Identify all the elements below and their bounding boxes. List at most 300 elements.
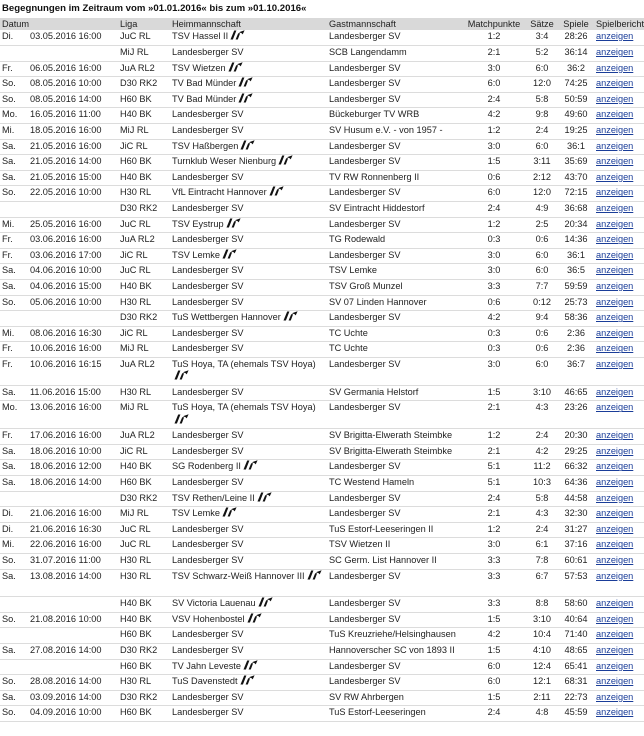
spielbericht-link[interactable]: anzeigen <box>596 31 634 41</box>
cell-gastmannschaft: TC Uchte <box>327 342 462 358</box>
cell-gastmannschaft: SV Brigitta-Elwerath Steimbke <box>327 444 462 460</box>
cell-date: 31.07.2016 11:00 <box>28 553 118 569</box>
cell-date: 21.06.2016 16:30 <box>28 522 118 538</box>
home-team-name: TSV Hassel II <box>172 31 229 41</box>
cell-gastmannschaft: Bückeburger TV WRB <box>327 108 462 124</box>
live-ticker-icon[interactable] <box>230 30 245 40</box>
live-ticker-icon[interactable] <box>240 675 255 685</box>
cell-saetze: 2:4 <box>526 522 558 538</box>
cell-liga: MiJ RL <box>118 342 170 358</box>
cell-gastmannschaft: Landesberger SV <box>327 612 462 628</box>
home-team-name: Landesberger SV <box>172 234 244 245</box>
cell-liga: H30 RL <box>118 675 170 691</box>
live-ticker-icon[interactable] <box>222 507 237 517</box>
cell-spiele: 36:5 <box>558 264 594 280</box>
live-ticker-icon[interactable] <box>238 77 253 87</box>
spielbericht-link[interactable]: anzeigen <box>596 508 634 519</box>
cell-heimmannschaft <box>170 553 327 569</box>
home-team-name: TSV Schwarz-Weiß Hannover III <box>172 570 305 581</box>
home-team-name: TSV Eystrup <box>172 218 224 229</box>
cell-weekday: So. <box>0 295 28 311</box>
cell-saetze: 4:3 <box>526 507 558 523</box>
cell-spiele: 25:73 <box>558 295 594 311</box>
cell-gastmannschaft: Landesberger SV <box>327 357 462 385</box>
live-ticker-icon[interactable] <box>307 570 322 580</box>
spielbericht-link[interactable]: anzeigen <box>596 312 634 323</box>
cell-matchpunkte: 3:3 <box>462 597 526 613</box>
table-row <box>0 77 644 93</box>
cell-spiele: 31:27 <box>558 522 594 538</box>
cell-spielbericht <box>594 597 644 613</box>
cell-spiele: 57:53 <box>558 569 594 597</box>
cell-spielbericht <box>594 491 644 507</box>
spielbericht-link[interactable]: anzeigen <box>596 218 634 229</box>
cell-spielbericht <box>594 644 644 660</box>
cell-matchpunkte: 3:0 <box>462 139 526 155</box>
cell-matchpunkte: 2:4 <box>462 92 526 108</box>
cell-spiele: 36:1 <box>558 139 594 155</box>
cell-spiele: 59:59 <box>558 280 594 296</box>
cell-liga: H30 RL <box>118 385 170 401</box>
cell-heimmannschaft <box>170 644 327 660</box>
table-row <box>0 108 644 124</box>
cell-date: 21.05.2016 15:00 <box>28 170 118 186</box>
live-ticker-icon[interactable] <box>258 597 273 607</box>
cell-heimmannschaft <box>170 280 327 296</box>
cell-heimmannschaft <box>170 706 327 722</box>
cell-weekday: Sa. <box>0 690 28 706</box>
home-team-name: Landesberger SV <box>172 554 244 565</box>
cell-saetze: 3:10 <box>526 385 558 401</box>
cell-date: 08.05.2016 10:00 <box>28 77 118 93</box>
home-team-name: Landesberger SV <box>172 386 244 397</box>
home-team-name: TSV Rethen/Leine II <box>172 492 255 503</box>
cell-spielbericht <box>594 522 644 538</box>
cell-weekday: Fr. <box>0 248 28 264</box>
table-row <box>0 429 644 445</box>
cell-date: 03.06.2016 16:00 <box>28 233 118 249</box>
spielbericht-link[interactable]: anzeigen <box>596 476 634 487</box>
cell-gastmannschaft: TC Westend Hameln <box>327 475 462 491</box>
header-liga: Liga <box>118 18 170 30</box>
cell-spielbericht <box>594 202 644 218</box>
cell-spiele: 50:59 <box>558 92 594 108</box>
cell-gastmannschaft: Landesberger SV <box>327 77 462 93</box>
cell-spielbericht <box>594 569 644 597</box>
spielbericht-link[interactable]: anzeigen <box>596 140 634 151</box>
cell-date: 13.06.2016 16:00 <box>28 401 118 429</box>
cell-liga: JiC RL <box>118 444 170 460</box>
home-team-name: SG Rodenberg II <box>172 461 241 472</box>
cell-heimmannschaft <box>170 186 327 202</box>
spielbericht-link[interactable]: anzeigen <box>596 707 634 718</box>
cell-spiele: 46:65 <box>558 385 594 401</box>
cell-spielbericht <box>594 170 644 186</box>
table-row <box>0 217 644 233</box>
cell-saetze: 5:8 <box>526 92 558 108</box>
cell-heimmannschaft <box>170 597 327 613</box>
cell-gastmannschaft: Landesberger SV <box>327 569 462 597</box>
cell-matchpunkte: 3:3 <box>462 280 526 296</box>
table-row <box>0 675 644 691</box>
cell-liga: H60 BK <box>118 706 170 722</box>
cell-matchpunkte: 1:5 <box>462 644 526 660</box>
cell-date <box>28 491 118 507</box>
cell-saetze: 3:11 <box>526 155 558 171</box>
spielbericht-link[interactable]: anzeigen <box>596 539 634 550</box>
cell-saetze: 6:1 <box>526 538 558 554</box>
home-team-name: Landesberger SV <box>172 523 244 534</box>
live-ticker-icon[interactable] <box>257 492 272 502</box>
cell-weekday: Di. <box>0 507 28 523</box>
cell-date: 10.06.2016 16:15 <box>28 357 118 385</box>
spielbericht-link[interactable]: anzeigen <box>596 296 634 307</box>
live-ticker-icon[interactable] <box>243 660 258 670</box>
cell-heimmannschaft <box>170 460 327 476</box>
cell-saetze: 7:8 <box>526 553 558 569</box>
spielbericht-link[interactable]: anzeigen <box>596 358 634 369</box>
spielbericht-link[interactable]: anzeigen <box>596 461 634 472</box>
cell-spiele: 36:2 <box>558 61 594 77</box>
cell-date: 18.06.2016 14:00 <box>28 475 118 491</box>
cell-weekday <box>0 597 28 613</box>
cell-heimmannschaft <box>170 401 327 429</box>
spielbericht-link[interactable]: anzeigen <box>596 645 634 656</box>
spielbericht-link[interactable]: anzeigen <box>596 187 634 198</box>
cell-saetze: 6:0 <box>526 357 558 385</box>
spielbericht-link[interactable]: anzeigen <box>596 492 634 503</box>
cell-saetze: 2:11 <box>526 690 558 706</box>
home-team-name: Landesberger SV <box>172 171 244 182</box>
spielbericht-link[interactable]: anzeigen <box>596 445 634 456</box>
cell-saetze: 3:10 <box>526 612 558 628</box>
cell-gastmannschaft: SV Brigitta-Elwerath Steimbke <box>327 429 462 445</box>
table-row <box>0 46 644 62</box>
cell-weekday: Di. <box>0 30 28 46</box>
spielbericht-link[interactable]: anzeigen <box>596 402 634 413</box>
home-team-name: Landesberger SV <box>172 707 244 718</box>
cell-saetze: 12:1 <box>526 675 558 691</box>
cell-matchpunkte: 1:5 <box>462 612 526 628</box>
table-row <box>0 155 644 171</box>
home-team-name: Landesberger SV <box>172 476 244 487</box>
table-row <box>0 690 644 706</box>
cell-heimmannschaft <box>170 538 327 554</box>
cell-liga: H40 BK <box>118 597 170 613</box>
cell-heimmannschaft <box>170 92 327 108</box>
cell-spielbericht <box>594 155 644 171</box>
cell-date: 21.06.2016 16:00 <box>28 507 118 523</box>
cell-spiele: 37:16 <box>558 538 594 554</box>
cell-liga: H40 BK <box>118 170 170 186</box>
cell-saetze: 11:2 <box>526 460 558 476</box>
table-row <box>0 659 644 675</box>
home-team-name: Landesberger SV <box>172 430 244 441</box>
live-ticker-icon[interactable] <box>174 370 189 380</box>
live-ticker-icon[interactable] <box>243 460 258 470</box>
cell-weekday: Fr. <box>0 357 28 385</box>
home-team-name: Landesberger SV <box>172 645 244 656</box>
cell-spiele: 36:1 <box>558 248 594 264</box>
cell-spielbericht <box>594 295 644 311</box>
live-ticker-icon[interactable] <box>226 218 241 228</box>
cell-matchpunkte: 4:2 <box>462 311 526 327</box>
home-team-name: Landesberger SV <box>172 109 244 120</box>
cell-heimmannschaft <box>170 139 327 155</box>
table-row <box>0 202 644 218</box>
cell-matchpunkte: 0:6 <box>462 295 526 311</box>
cell-liga: MiJ RL <box>118 507 170 523</box>
table-row <box>0 612 644 628</box>
live-ticker-icon[interactable] <box>283 311 298 321</box>
cell-spiele: 28:26 <box>558 30 594 46</box>
spielbericht-link[interactable]: anzeigen <box>596 265 634 276</box>
cell-weekday: Sa. <box>0 280 28 296</box>
cell-date: 05.06.2016 10:00 <box>28 295 118 311</box>
cell-weekday: Mi. <box>0 538 28 554</box>
cell-liga: D30 RK2 <box>118 644 170 660</box>
spielbericht-link[interactable]: anzeigen <box>596 629 634 640</box>
cell-spielbericht <box>594 429 644 445</box>
cell-heimmannschaft <box>170 357 327 385</box>
cell-heimmannschaft <box>170 429 327 445</box>
cell-gastmannschaft: Landesberger SV <box>327 460 462 476</box>
cell-matchpunkte: 3:0 <box>462 248 526 264</box>
cell-gastmannschaft: Landesberger SV <box>327 248 462 264</box>
spielbericht-link[interactable]: anzeigen <box>596 109 634 120</box>
cell-spielbericht <box>594 217 644 233</box>
header-spielbericht: Spielbericht <box>596 19 644 29</box>
cell-spiele: 48:65 <box>558 644 594 660</box>
cell-weekday: Sa. <box>0 385 28 401</box>
cell-weekday: So. <box>0 706 28 722</box>
cell-date: 08.05.2016 14:00 <box>28 92 118 108</box>
spielbericht-link[interactable]: anzeigen <box>596 598 634 609</box>
cell-liga: JuC RL <box>118 522 170 538</box>
cell-date <box>28 46 118 62</box>
cell-gastmannschaft: SV Husum e.V. - von 1957 - <box>327 124 462 140</box>
cell-matchpunkte: 2:1 <box>462 507 526 523</box>
live-ticker-icon[interactable] <box>174 414 189 424</box>
spielbericht-link[interactable]: anzeigen <box>596 554 634 565</box>
cell-gastmannschaft: SC Germ. List Hannover II <box>327 553 462 569</box>
cell-spielbericht <box>594 507 644 523</box>
spielbericht-link[interactable]: anzeigen <box>596 47 634 58</box>
cell-heimmannschaft <box>170 77 327 93</box>
cell-matchpunkte: 1:2 <box>462 429 526 445</box>
cell-weekday <box>0 628 28 644</box>
cell-saetze: 12:4 <box>526 659 558 675</box>
cell-spielbericht <box>594 538 644 554</box>
cell-weekday <box>0 202 28 218</box>
cell-spiele: 71:40 <box>558 628 594 644</box>
cell-spiele: 36:68 <box>558 202 594 218</box>
cell-liga: H40 BK <box>118 612 170 628</box>
spielbericht-link[interactable]: anzeigen <box>596 93 634 104</box>
home-team-name: Landesberger SV <box>172 691 244 702</box>
cell-date <box>28 311 118 327</box>
cell-saetze: 4:9 <box>526 202 558 218</box>
cell-saetze: 9:8 <box>526 108 558 124</box>
cell-gastmannschaft: Landesberger SV <box>327 139 462 155</box>
cell-date: 18.06.2016 10:00 <box>28 444 118 460</box>
cell-heimmannschaft <box>170 507 327 523</box>
cell-spielbericht <box>594 357 644 385</box>
cell-spielbericht <box>594 628 644 644</box>
cell-saetze: 0:12 <box>526 295 558 311</box>
spielbericht-link[interactable]: anzeigen <box>596 234 634 245</box>
live-ticker-icon[interactable] <box>222 249 237 259</box>
cell-gastmannschaft: Landesberger SV <box>327 507 462 523</box>
cell-saetze: 12:0 <box>526 186 558 202</box>
cell-spiele: 60:61 <box>558 553 594 569</box>
cell-weekday: Sa. <box>0 170 28 186</box>
home-team-name: Landesberger SV <box>172 296 244 307</box>
home-team-name: TSV Lemke <box>172 508 220 519</box>
home-team-name: VSV Hohenbostel <box>172 613 245 624</box>
table-row <box>0 264 644 280</box>
table-row <box>0 311 644 327</box>
cell-heimmannschaft <box>170 326 327 342</box>
cell-heimmannschaft <box>170 108 327 124</box>
home-team-name: TuS Davenstedt <box>172 676 238 687</box>
cell-spiele: 20:30 <box>558 429 594 445</box>
table-row <box>0 30 644 46</box>
spielbericht-link[interactable]: anzeigen <box>596 156 634 167</box>
cell-weekday: Mo. <box>0 108 28 124</box>
cell-heimmannschaft <box>170 217 327 233</box>
cell-date: 03.05.2016 16:00 <box>28 30 118 46</box>
cell-spiele: 49:60 <box>558 108 594 124</box>
cell-weekday: Sa. <box>0 460 28 476</box>
cell-weekday: Fr. <box>0 61 28 77</box>
cell-matchpunkte: 2:4 <box>462 202 526 218</box>
cell-gastmannschaft: TuS Estorf-Leeseringen II <box>327 522 462 538</box>
cell-saetze: 6:7 <box>526 569 558 597</box>
cell-spiele: 68:31 <box>558 675 594 691</box>
home-team-name: Landesberger SV <box>172 281 244 291</box>
cell-saetze: 2:12 <box>526 170 558 186</box>
table-row <box>0 475 644 491</box>
spielbericht-link[interactable]: anzeigen <box>596 570 634 581</box>
spielbericht-link[interactable]: anzeigen <box>596 203 634 214</box>
cell-liga: D30 RK2 <box>118 311 170 327</box>
cell-liga: H60 BK <box>118 628 170 644</box>
cell-heimmannschaft <box>170 628 327 644</box>
spielbericht-link[interactable]: anzeigen <box>596 125 634 136</box>
cell-gastmannschaft: Landesberger SV <box>327 491 462 507</box>
cell-saetze: 2:5 <box>526 217 558 233</box>
cell-spiele: 35:69 <box>558 155 594 171</box>
cell-heimmannschaft <box>170 444 327 460</box>
cell-matchpunkte: 6:0 <box>462 186 526 202</box>
cell-heimmannschaft <box>170 311 327 327</box>
cell-gastmannschaft: Landesberger SV <box>327 217 462 233</box>
spielbericht-link[interactable]: anzeigen <box>596 62 634 73</box>
cell-saetze: 5:2 <box>526 46 558 62</box>
cell-weekday: So. <box>0 612 28 628</box>
cell-gastmannschaft: TG Rodewald <box>327 233 462 249</box>
live-ticker-icon[interactable] <box>228 62 243 72</box>
cell-gastmannschaft: Landesberger SV <box>327 30 462 46</box>
cell-liga: D30 RK2 <box>118 690 170 706</box>
spielbericht-link[interactable]: anzeigen <box>596 660 634 671</box>
cell-weekday: So. <box>0 553 28 569</box>
cell-saetze: 0:6 <box>526 326 558 342</box>
cell-heimmannschaft <box>170 385 327 401</box>
home-team-name: Landesberger SV <box>172 203 244 214</box>
cell-spiele: 2:36 <box>558 326 594 342</box>
cell-gastmannschaft: TC Uchte <box>327 326 462 342</box>
cell-spielbericht <box>594 124 644 140</box>
spielbericht-link[interactable]: anzeigen <box>596 691 634 702</box>
cell-date: 18.05.2016 16:00 <box>28 124 118 140</box>
table-header-row <box>0 18 644 30</box>
cell-heimmannschaft <box>170 233 327 249</box>
live-ticker-icon[interactable] <box>247 613 262 623</box>
cell-date: 08.06.2016 16:30 <box>28 326 118 342</box>
cell-gastmannschaft: Landesberger SV <box>327 659 462 675</box>
table-row <box>0 444 644 460</box>
live-ticker-icon[interactable] <box>238 93 253 103</box>
cell-spielbericht <box>594 280 644 296</box>
spielbericht-link[interactable]: anzeigen <box>596 281 634 291</box>
cell-heimmannschaft <box>170 522 327 538</box>
cell-matchpunkte: 3:3 <box>462 569 526 597</box>
cell-heimmannschaft <box>170 675 327 691</box>
cell-spielbericht <box>594 139 644 155</box>
cell-spiele: 32:30 <box>558 507 594 523</box>
cell-matchpunkte: 3:0 <box>462 357 526 385</box>
spielbericht-link[interactable]: anzeigen <box>596 343 634 354</box>
cell-spiele: 58:36 <box>558 311 594 327</box>
live-ticker-icon[interactable] <box>240 140 255 150</box>
cell-saetze: 4:3 <box>526 401 558 429</box>
cell-spielbericht <box>594 401 644 429</box>
cell-spielbericht <box>594 92 644 108</box>
cell-matchpunkte: 1:2 <box>462 217 526 233</box>
cell-gastmannschaft: Landesberger SV <box>327 675 462 691</box>
cell-gastmannschaft: Landesberger SV <box>327 311 462 327</box>
live-ticker-icon[interactable] <box>269 186 284 196</box>
spielbericht-link[interactable]: anzeigen <box>596 78 634 89</box>
cell-spiele: 36:14 <box>558 46 594 62</box>
spielbericht-link[interactable]: anzeigen <box>596 171 634 182</box>
spielbericht-link[interactable]: anzeigen <box>596 430 634 441</box>
spielbericht-link[interactable]: anzeigen <box>596 249 634 260</box>
cell-date: 28.08.2016 14:00 <box>28 675 118 691</box>
cell-date: 16.05.2016 11:00 <box>28 108 118 124</box>
spielbericht-link[interactable]: anzeigen <box>596 613 634 624</box>
cell-date: 10.06.2016 16:00 <box>28 342 118 358</box>
cell-liga: JiC RL <box>118 326 170 342</box>
cell-weekday: Mo. <box>0 401 28 429</box>
spielbericht-link[interactable]: anzeigen <box>596 523 634 534</box>
cell-gastmannschaft: TSV Groß Munzel <box>327 280 462 296</box>
table-row <box>0 628 644 644</box>
live-ticker-icon[interactable] <box>278 155 293 165</box>
cell-liga: JuA RL2 <box>118 61 170 77</box>
cell-liga: MiJ RL <box>118 401 170 429</box>
home-team-name: TSV Haßbergen <box>172 140 239 151</box>
cell-date <box>28 202 118 218</box>
spielbericht-link[interactable]: anzeigen <box>596 327 634 338</box>
cell-liga: D30 RK2 <box>118 491 170 507</box>
cell-spielbericht <box>594 30 644 46</box>
spielbericht-link[interactable]: anzeigen <box>596 386 634 397</box>
spielbericht-link[interactable]: anzeigen <box>596 676 634 687</box>
cell-gastmannschaft: Landesberger SV <box>327 401 462 429</box>
